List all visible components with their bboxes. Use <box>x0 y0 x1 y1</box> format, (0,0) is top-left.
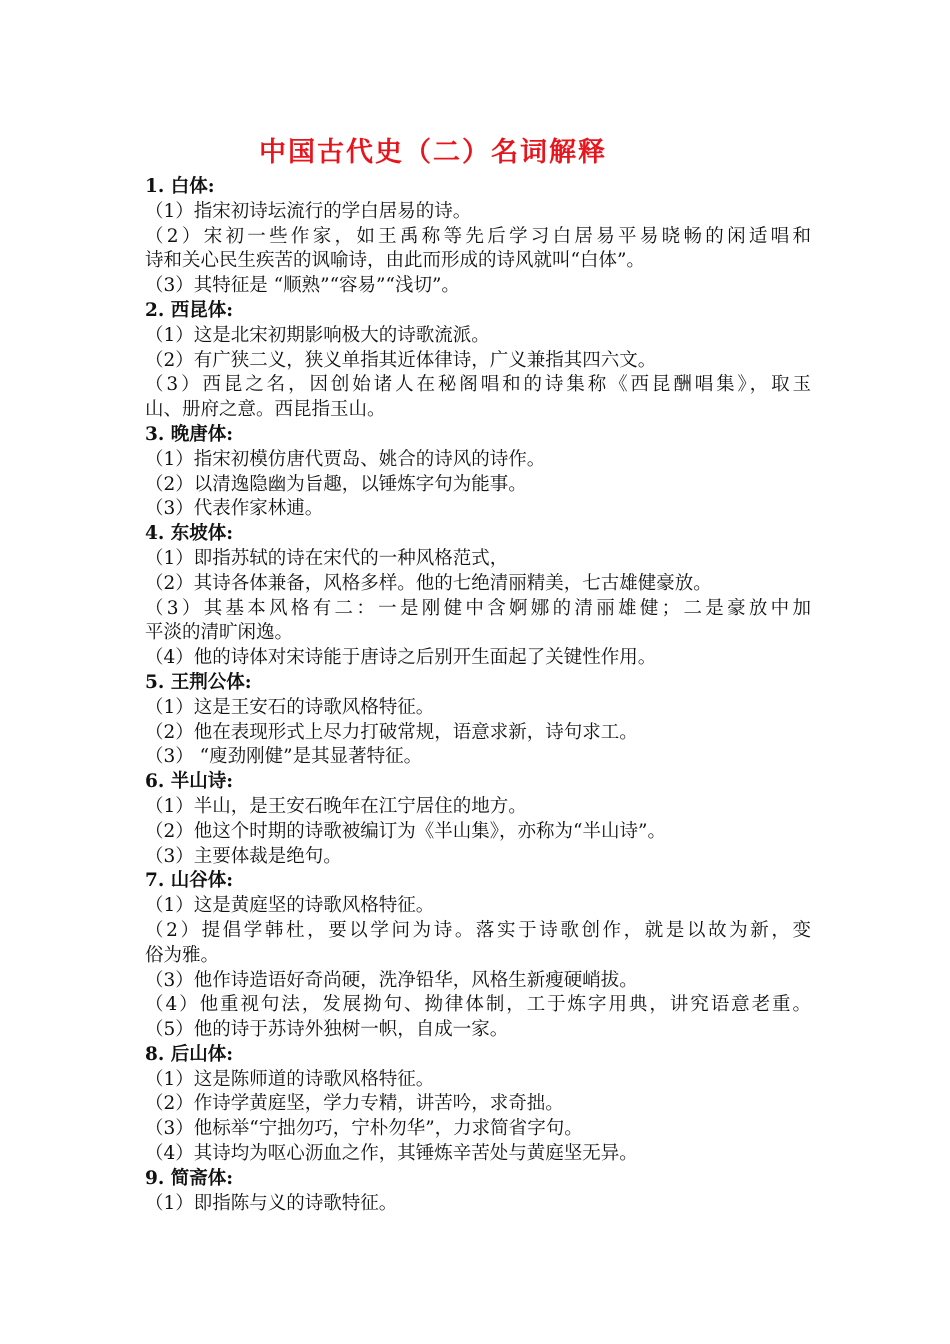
text-line: （3）主要体裁是绝句。 <box>145 845 342 867</box>
text-line: （2）宋初一些作家，如王禹称等先后学习白居易平易晓畅的闲适唱和 <box>145 225 811 247</box>
term-heading: 5. 王荆公体: <box>145 671 252 693</box>
text-line: （1）半山，是王安石晚年在江宁居住的地方。 <box>145 795 527 817</box>
text-line: 山、册府之意。西昆指玉山。 <box>145 399 386 421</box>
text-line: （4）他的诗体对宋诗能于唐诗之后别开生面起了关键性作用。 <box>145 647 657 669</box>
term-heading: 4. 东坡体: <box>145 523 234 545</box>
text-line: （1）即指陈与义的诗歌特征。 <box>145 1192 398 1214</box>
text-line: （1）这是黄庭坚的诗歌风格特征。 <box>145 895 435 917</box>
text-line: （2）有广狭二义，狭义单指其近体律诗，广义兼指其四六文。 <box>145 349 657 371</box>
text-line: （2）提倡学韩杜，要以学问为诗。落实于诗歌创作，就是以故为新，变 <box>145 919 811 941</box>
text-line: （1）指宋初模仿唐代贾岛、姚合的诗风的诗作。 <box>145 448 546 470</box>
text-line: （1）这是北宋初期影响极大的诗歌流派。 <box>145 324 490 346</box>
text-line: （4）其诗均为呕心沥血之作，其锤炼辛苦处与黄庭坚无异。 <box>145 1143 638 1165</box>
text-line: （2）他这个时期的诗歌被编订为《半山集》，亦称为“半山诗”。 <box>145 820 666 842</box>
text-line: （2）以清逸隐幽为旨趣，以锤炼字句为能事。 <box>145 473 527 495</box>
text-line: 诗和关心民生疾苦的讽喻诗，由此而形成的诗风就叫“白体”。 <box>145 250 645 272</box>
term-heading: 2. 西昆体: <box>145 299 234 321</box>
text-line: （3）其特征是 “顺熟”“容易”“浅切”。 <box>145 275 460 297</box>
text-line: （5）他的诗于苏诗外独树一帜，自成一家。 <box>145 1019 509 1041</box>
term-heading: 3. 晚唐体: <box>145 423 234 445</box>
document-title: 中国古代史（二）名词解释 <box>259 137 607 168</box>
text-line: 平淡的清旷闲逸。 <box>145 622 294 644</box>
text-line: （2）他在表现形式上尽力打破常规，语意求新，诗句求工。 <box>145 721 638 743</box>
text-line: （4）他重视句法，发展拗句、拗律体制，工于炼字用典，讲究语意老重。 <box>145 994 811 1016</box>
text-line: （2）作诗学黄庭坚，学力专精，讲苦吟，求奇拙。 <box>145 1093 564 1115</box>
text-line: （1）即指苏轼的诗在宋代的一种风格范式， <box>145 547 509 569</box>
document-body <box>145 175 811 1216</box>
term-heading: 8. 后山体: <box>145 1043 234 1065</box>
text-line: 俗为雅。 <box>145 944 220 966</box>
term-heading: 1. 白体: <box>145 176 215 197</box>
text-line: （3）西昆之名，因创始诸人在秘阁唱和的诗集称《西昆酬唱集》，取玉 <box>145 374 811 396</box>
text-line: （3）他标举“宁拙勿巧，宁朴勿华”，力求简省字句。 <box>145 1118 583 1140</box>
text-line: （3）其基本风格有二：一是刚健中含婀娜的清丽雄健；二是豪放中加 <box>145 597 811 619</box>
text-line: （3） “廋劲刚健”是其显著特征。 <box>145 746 423 768</box>
text-line: （3）代表作家林逋。 <box>145 498 324 520</box>
text-line: （3）他作诗造语好奇尚硬，洗净铅华，风格生新瘦硬峭拔。 <box>145 969 638 991</box>
text-line: （1）这是陈师道的诗歌风格特征。 <box>145 1068 435 1090</box>
term-heading: 6. 半山诗: <box>145 771 234 793</box>
term-heading: 9. 简斋体: <box>145 1167 234 1189</box>
text-line: （2）其诗各体兼备，风格多样。他的七绝清丽精美，七古雄健豪放。 <box>145 572 712 594</box>
text-line: （1）指宋初诗坛流行的学白居易的诗。 <box>145 200 472 222</box>
text-line: （1）这是王安石的诗歌风格特征。 <box>145 696 435 718</box>
term-heading: 7. 山谷体: <box>145 870 234 892</box>
